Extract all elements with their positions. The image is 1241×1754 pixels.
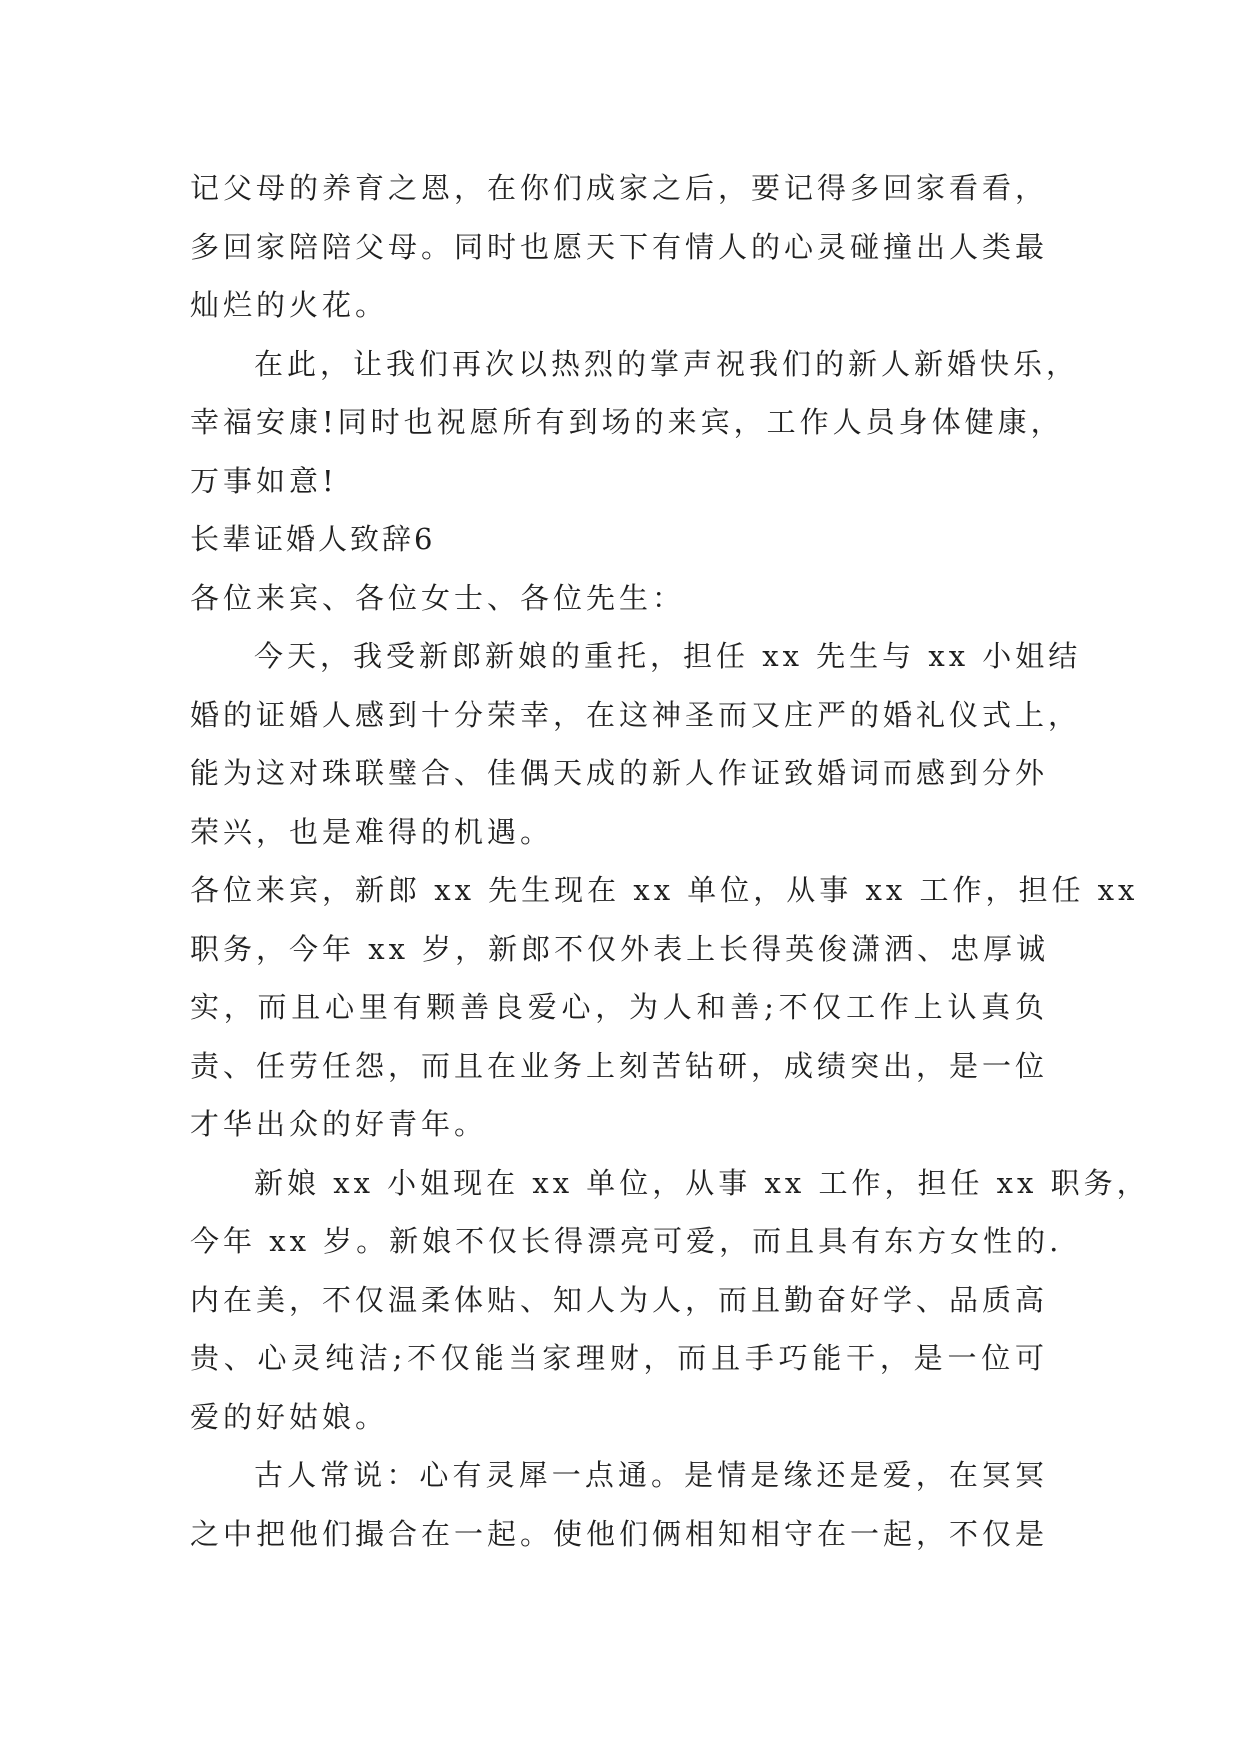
body-line: 实，而且心里有颗善良爱心，为人和善;不仅工作上认真负 (190, 990, 1048, 1024)
section-heading: 长辈证婚人致辞6 (190, 522, 436, 556)
body-line: 爱的好姑娘。 (190, 1399, 389, 1434)
body-line: 各位来宾，新郎 xx 先生现在 xx 单位，从事 xx 工作，担任 xx (190, 873, 1139, 907)
body-line: 幸福安康!同时也祝愿所有到场的来宾，工作人员身体健康， (190, 405, 1064, 439)
document-body (190, 162, 1150, 1566)
body-line: 荣兴，也是难得的机遇。 (190, 814, 554, 849)
body-line: 记父母的养育之恩，在你们成家之后，要记得多回家看看， (190, 171, 1049, 205)
body-line: 婚的证婚人感到十分荣幸，在这神圣而又庄严的婚礼仪式上， (190, 697, 1082, 732)
body-line: 在此，让我们再次以热烈的掌声祝我们的新人新婚快乐， (254, 346, 1080, 381)
body-line: 之中把他们撮合在一起。使他们俩相知相守在一起，不仅是 (190, 1516, 1049, 1551)
body-line: 责、任劳任怨，而且在业务上刻苦钻研，成绩突出，是一位 (190, 1048, 1049, 1083)
body-line: 灿烂的火花。 (190, 288, 389, 322)
body-line: 新娘 xx 小姐现在 xx 单位，从事 xx 工作，担任 xx 职务， (254, 1165, 1150, 1200)
body-line: 能为这对珠联璧合、佳偶天成的新人作证致婚词而感到分外 (190, 756, 1049, 790)
body-line: 今年 xx 岁。新娘不仅长得漂亮可爱，而且具有东方女性的. (190, 1224, 1063, 1258)
body-line: 万事如意! (190, 463, 338, 498)
body-line: 内在美，不仅温柔体贴、知人为人，而且勤奋好学、品质高 (190, 1282, 1049, 1317)
body-line: 职务，今年 xx 岁，新郎不仅外表上长得英俊潇洒、忠厚诚 (190, 931, 1050, 966)
body-line: 多回家陪陪父母。同时也愿天下有情人的心灵碰撞出人类最 (190, 229, 1049, 264)
body-line: 古人常说：心有灵犀一点通。是情是缘还是爱，在冥冥 (254, 1458, 1048, 1492)
salutation-line: 各位来宾、各位女士、各位先生： (190, 580, 686, 615)
body-line: 才华出众的好青年。 (190, 1107, 488, 1141)
body-line: 贵、心灵纯洁;不仅能当家理财，而且手巧能干，是一位可 (190, 1341, 1048, 1375)
body-line: 今天，我受新郎新娘的重托，担任 xx 先生与 xx 小姐结 (254, 639, 1082, 673)
